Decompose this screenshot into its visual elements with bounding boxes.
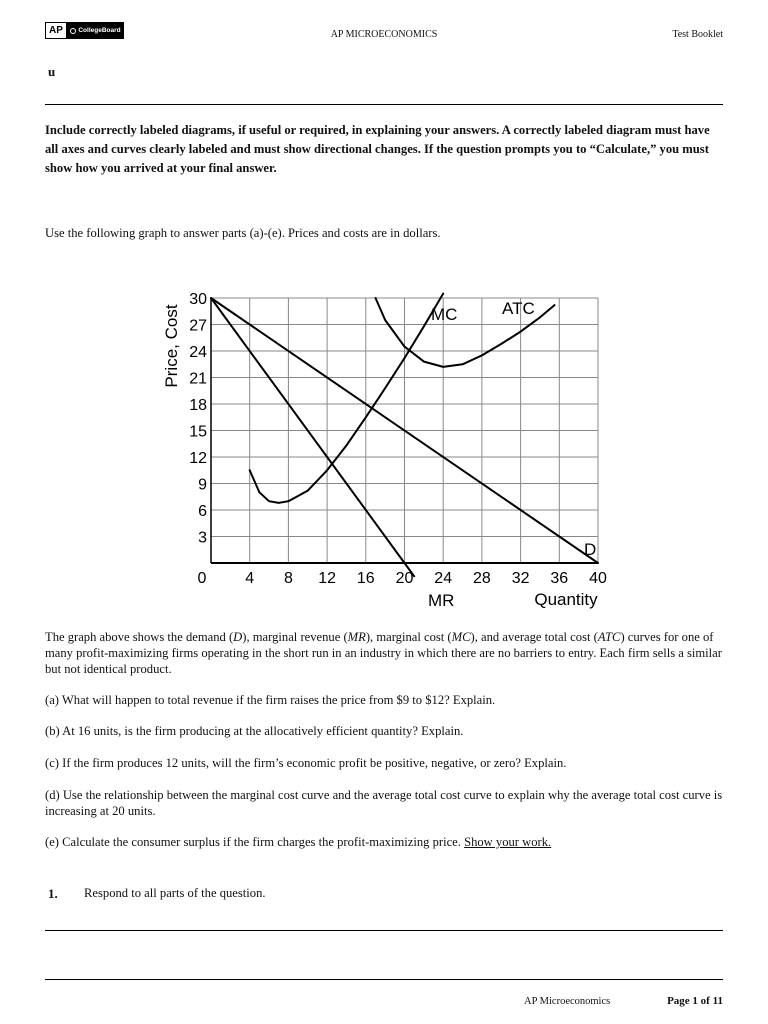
y-tick-label: 18 (189, 397, 207, 414)
header-booklet-label: Test Booklet (672, 29, 723, 40)
chart-ticks (189, 291, 607, 587)
part-a: (a) What will happen to total revenue if the firm raises the price from $9 to $12? Explain. (45, 693, 496, 707)
footer-subject: AP Microeconomics (524, 996, 611, 1007)
desc-part-1: The graph above shows the demand ( (45, 630, 234, 644)
footer-divider (45, 979, 723, 980)
x-tick-label: 40 (589, 570, 607, 587)
mr-curve (211, 298, 414, 576)
y-tick-label: 24 (189, 344, 207, 361)
desc-atc: ATC (597, 630, 621, 644)
desc-part-4: ), and average total cost ( (470, 630, 598, 644)
y-tick-label: 12 (189, 450, 207, 467)
header-title: AP MICROECONOMICS (330, 29, 438, 40)
y-tick-label: 21 (189, 370, 207, 388)
page-number: Page 1 of 11 (667, 995, 723, 1007)
part-e (45, 834, 725, 850)
header-section-mark: u (48, 64, 56, 79)
x-tick-label: 36 (550, 570, 569, 587)
x-tick-label: 0 (197, 570, 207, 587)
x-tick-label: 12 (318, 570, 336, 587)
part-d: (d) Use the relationship between the marginal cost curve and the average total cost curve to explain why the average total cost curve is increasing at 20 units. (45, 788, 723, 818)
y-tick-label: 9 (198, 476, 207, 494)
ap-logo-mark: AP (45, 22, 67, 39)
desc-mr: MR (347, 630, 366, 644)
x-tick-label: 4 (245, 570, 255, 587)
x-tick-label: 32 (511, 570, 530, 587)
show-your-work: Show your work. (464, 835, 552, 849)
x-tick-label: 28 (473, 570, 491, 587)
graph-intro: Use the following graph to answer parts (a)-(e). Prices and costs are in dollars. (45, 226, 441, 240)
desc-part-2: ), marginal revenue ( (242, 630, 348, 644)
y-tick-label: 30 (189, 291, 207, 308)
question-divider (45, 930, 723, 931)
desc-mc: MC (451, 630, 471, 644)
y-tick-label: 3 (198, 529, 207, 547)
collegeboard-logo-text: CollegeBoard (78, 27, 121, 34)
x-tick-label: 8 (283, 570, 293, 587)
desc-part-3: ), marginal cost ( (365, 630, 452, 644)
x-tick-label: 16 (356, 570, 375, 587)
x-tick-label: 24 (434, 570, 453, 587)
y-tick-label: 6 (198, 503, 207, 520)
part-b: (b) At 16 units, is the firm producing at the allocatively efficient quantity? Explain. (45, 724, 464, 738)
d-label: D (584, 540, 597, 559)
graph-description (45, 629, 725, 677)
mr-label: MR (428, 591, 455, 610)
instructions: Include correctly labeled diagrams, if useful or required, in explaining your answers. A correctly labeled diagram must have all axes and curves clearly labeled and must show directional changes. If the question prompts you to “Calculate,” you must show how you arrived at your final answer. (45, 123, 710, 175)
y-axis-label: Price, Cost (162, 304, 181, 388)
header-divider (45, 104, 723, 105)
x-axis-label: Quantity (534, 590, 598, 609)
x-tick-label: 20 (395, 570, 414, 587)
part-e-text: (e) Calculate the consumer surplus if the firm charges the profit-maximizing price. (45, 835, 465, 849)
cost-curves-chart (150, 286, 620, 616)
atc-label: ATC (502, 299, 535, 318)
y-tick-label: 15 (189, 423, 207, 441)
mc-label: MC (431, 305, 458, 324)
question-number: 1. (48, 886, 58, 901)
desc-part-5: ) curves for one of many profit-maximizing firms operating in the short run in an industry in which there are no barriers to entry. Each firm sells a similar but not identical product. (45, 630, 722, 676)
y-tick-label: 27 (189, 317, 207, 335)
desc-d: D (233, 630, 243, 644)
question-text: Respond to all parts of the question. (84, 886, 266, 900)
part-c: (c) If the firm produces 12 units, will the firm’s economic profit be positive, negative, or zero? Explain. (45, 756, 567, 770)
